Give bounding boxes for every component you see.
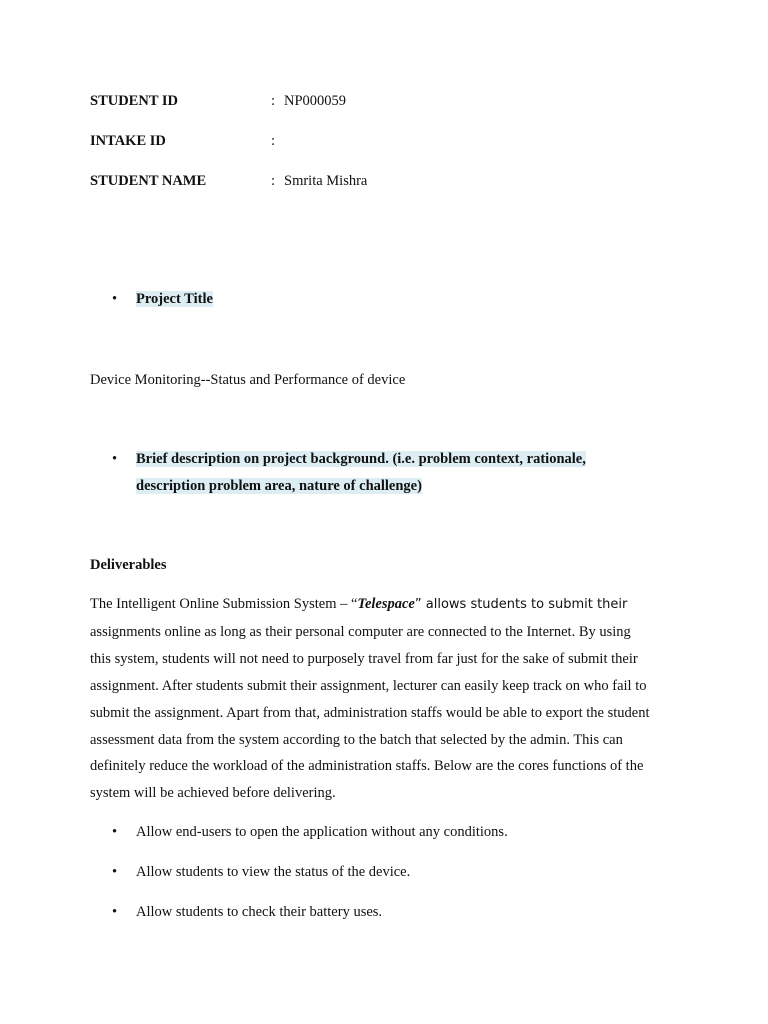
student-id-label: STUDENT ID [90, 93, 178, 109]
deliverables-heading: Deliverables [90, 557, 167, 573]
paragraph-line-2: assignments online as long as their personal computer are connected to the Internet. By using [90, 623, 631, 640]
list-item [112, 902, 672, 942]
bullet-icon: • [112, 291, 118, 307]
background-heading-line2: description problem area, nature of challenge) [136, 478, 422, 494]
bullet-icon: • [112, 451, 118, 467]
student-name-value: Smrita Mishra [284, 173, 368, 189]
paragraph-line-3: this system, students will not need to purposely travel from far just for the sake of submit their [90, 650, 638, 667]
student-id-value: NP000059 [284, 93, 347, 109]
function-item-text: Allow students to view the status of the device. [136, 864, 411, 880]
paragraph-line-8: system will be achieved before delivering. [90, 785, 336, 802]
student-name-label: STUDENT NAME [90, 173, 207, 189]
bullet-icon: • [112, 824, 118, 840]
intake-id-label: INTAKE ID [90, 133, 166, 149]
telespace-brand: Telespace [357, 596, 415, 612]
paragraph-line-1 [90, 591, 690, 619]
list-item [112, 862, 672, 902]
paragraph-line-6: assessment data from the system according to the batch that selected by the admin. This can [90, 731, 623, 748]
project-title-text: Device Monitoring--Status and Performance of device [90, 372, 406, 388]
function-item-text: Allow students to check their battery uses. [136, 904, 383, 920]
intake-id-colon: : [271, 133, 276, 149]
function-item-text: Allow end-users to open the application without any conditions. [136, 824, 508, 840]
deliverables-paragraph [90, 591, 690, 807]
paragraph-line-1-pre: The Intelligent Online Submission System – “ [90, 596, 358, 612]
project-title-heading [112, 286, 672, 313]
background-heading-line1: Brief description on project background. (i.e. problem context, rationale, [136, 451, 586, 467]
functions-list [112, 822, 672, 942]
paragraph-line-4: assignment. After students submit their assignment, lecturer can easily keep track on who fail to [90, 677, 647, 694]
student-id-colon: : [271, 93, 276, 109]
bullet-icon: • [112, 864, 118, 880]
paragraph-line-1-post: allows students to submit their [421, 597, 628, 612]
paragraph-line-7: definitely reduce the workload of the administration staffs. Below are the cores functions of the [90, 758, 644, 775]
project-title-heading-text: Project Title [136, 291, 213, 307]
paragraph-line-5: submit the assignment. Apart from that, administration staffs would be able to export the student [90, 704, 650, 721]
paragraph-line-1-quote: ” [414, 597, 422, 612]
background-heading [112, 446, 672, 500]
list-item [112, 822, 672, 862]
bullet-icon: • [112, 904, 118, 920]
student-name-colon: : [271, 173, 276, 189]
